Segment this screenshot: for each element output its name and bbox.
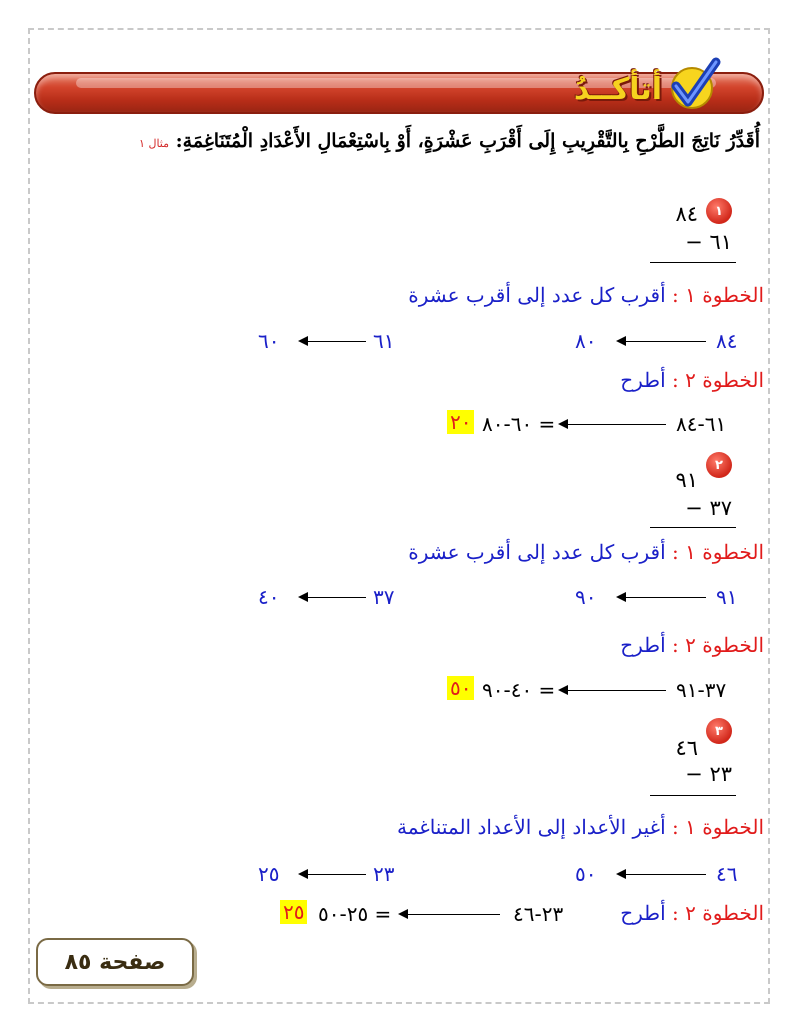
instruction-text: أُقَدِّرُ نَاتِجَ الطَّرْحِ بِالتَّقْرِيبِ إِلَى أَقْرَبِ عَشْرَةٍ، أَوْ بِاسْتِعْمَالِ الأَعْدَادِ الْمُتَنَاغِمَةِ: (175, 130, 760, 152)
problem-1-step1 (408, 283, 764, 307)
instruction (20, 130, 760, 152)
step-text: أطرح (620, 901, 666, 925)
arrow-icon (560, 690, 666, 691)
arrow-icon (618, 597, 706, 598)
arrow-icon (400, 914, 500, 915)
page-number: صفحة ٨٥ (36, 938, 194, 986)
p2-original-expression: ٣٧-٩١ (676, 678, 727, 702)
problem-2-rule (650, 527, 736, 528)
problem-1-minuend: ٨٤ (675, 202, 698, 226)
arrow-icon (300, 597, 366, 598)
p2-round-to-2: ٤٠ (258, 585, 280, 609)
p3-round-from-1: ٤٦ (716, 862, 738, 886)
checkmark-icon (666, 56, 722, 116)
p3-round-from-2: ٢٣ (373, 862, 395, 886)
p3-original-expression: ٢٣-٤٦ (513, 902, 564, 926)
problem-2-step2 (620, 633, 764, 657)
problem-1-subtrahend: ٦١ − (685, 230, 732, 254)
p1-round-from-2: ٦١ (373, 329, 395, 353)
step-text: أطرح (620, 368, 666, 392)
p1-original-expression: ٦١-٨٤ (676, 412, 727, 436)
banner-title: أتأكــدُ (573, 72, 662, 107)
example-reference: مثال ١ (139, 137, 170, 150)
p2-result: ٥٠ (447, 676, 474, 700)
arrow-icon (300, 874, 366, 875)
problem-3-step1 (397, 815, 764, 839)
step-label: الخطوة ١ : (672, 540, 764, 564)
step-label: الخطوة ٢ : (672, 633, 764, 657)
p2-round-from-2: ٣٧ (373, 585, 395, 609)
problem-3-step2 (620, 901, 764, 925)
problem-2-minuend: ٩١ (675, 468, 698, 492)
p1-round-to-2: ٦٠ (258, 329, 280, 353)
problem-3-rule (650, 795, 736, 796)
arrow-icon (618, 874, 706, 875)
step-text: أقرب كل عدد إلى أقرب عشرة (408, 283, 666, 307)
step-label: الخطوة ٢ : (672, 368, 764, 392)
problem-2-step1 (408, 540, 764, 564)
p1-result: ٢٠ (447, 410, 474, 434)
arrow-icon (300, 341, 366, 342)
step-text: أغير الأعداد إلى الأعداد المتناغمة (396, 815, 666, 839)
problem-3-minuend: ٤٦ (675, 736, 698, 760)
p1-round-to-1: ٨٠ (575, 329, 597, 353)
p3-result: ٢٥ (280, 900, 307, 924)
p3-round-to-1: ٥٠ (575, 862, 597, 886)
p3-rounded-expression: = ٢٥-٥٠ (318, 902, 392, 926)
problem-3-subtrahend: ٢٣ − (685, 762, 732, 786)
p1-rounded-expression: = ٦٠-٨٠ (482, 412, 556, 436)
p2-rounded-expression: = ٤٠-٩٠ (482, 678, 556, 702)
step-label: الخطوة ٢ : (672, 901, 764, 925)
problem-badge-1: ١ (706, 198, 732, 224)
problem-1-step2 (620, 368, 764, 392)
section-banner (34, 72, 764, 114)
problem-badge-2: ٢ (706, 452, 732, 478)
page-border (28, 28, 770, 1004)
step-text: أطرح (620, 633, 666, 657)
problem-badge-3: ٣ (706, 718, 732, 744)
p3-round-to-2: ٢٥ (258, 862, 280, 886)
problem-1-rule (650, 262, 736, 263)
arrow-icon (618, 341, 706, 342)
step-label: الخطوة ١ : (672, 815, 764, 839)
step-text: أقرب كل عدد إلى أقرب عشرة (408, 540, 666, 564)
p1-round-from-1: ٨٤ (716, 329, 738, 353)
step-label: الخطوة ١ : (672, 283, 764, 307)
arrow-icon (560, 424, 666, 425)
problem-2-subtrahend: ٣٧ − (685, 496, 732, 520)
p2-round-to-1: ٩٠ (575, 585, 597, 609)
p2-round-from-1: ٩١ (716, 585, 738, 609)
